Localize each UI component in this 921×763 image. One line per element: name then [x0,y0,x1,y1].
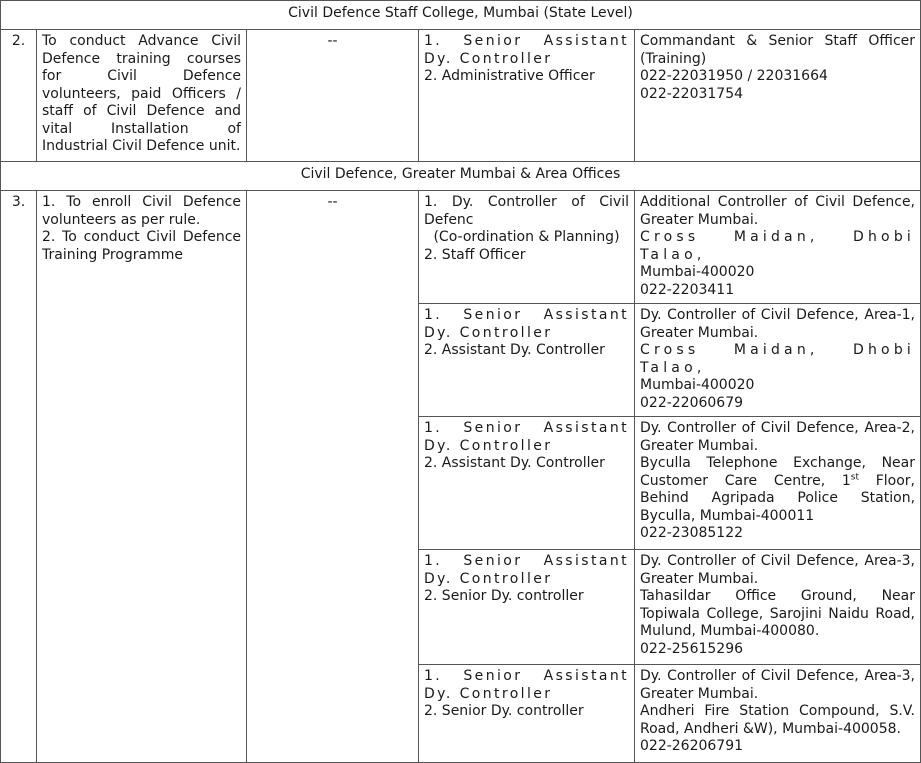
office-name: Dy. Controller of Civil Defence, Area-1, Greater Mumbai. [640,307,916,341]
phone-number: 022-25615296 [640,640,744,657]
section-header-row [1,162,921,191]
row-number: 2. [1,30,37,162]
office-address: Tahasildar Office Ground, Near Topiwala College, Sarojini Naidu Road, Mulund, Mumbai-400080. [640,588,916,639]
office-name: Additional Controller of Civil Defence, Greater Mumbai. [640,194,916,228]
officer-line: (Co-ordination & Planning) [433,229,620,245]
office-address: Cross Maidan, Dhobi Talao, [640,229,916,263]
office-name: Dy. Controller of Civil Defence, Area-3, Greater Mumbai. [640,553,916,587]
officer-line: 1. Dy. Controller of Civil Defenc [424,194,629,228]
office-address: Byculla Telephone Exchange, Near Customer Care Centre, 1st Floor, Behind Agripada Police Station, Byculla, Mumbai-400011 [640,455,916,524]
officer-line: 1. Senior Assistant Dy. Controller [424,307,629,341]
officer-line: 1. Senior Assistant Dy. Controller [424,33,629,67]
officer-line: 1. Senior Assistant Dy. Controller [424,420,629,454]
officer-line: 2. Administrative Officer [424,68,595,84]
function-line: 2. To conduct Civil Defence Training Programme [42,229,241,263]
table-row [1,191,921,304]
office-address: Andheri Fire Station Compound, S.V. Road, Andheri &W), Mumbai-400058. [640,703,916,737]
officers-cell [419,550,635,665]
officer-line: 2. Senior Dy. controller [424,588,584,604]
contact-cell [635,665,921,763]
office-name: Dy. Controller of Civil Defence, Area-2, Greater Mumbai. [640,420,916,454]
officer-line: 2. Assistant Dy. Controller [424,342,605,358]
function-cell [37,191,247,763]
phone-number: 022-22060679 [640,394,744,411]
officers-cell [419,304,635,417]
officers-cell [419,30,635,162]
officer-line: 1. Senior Assistant Dy. Controller [424,668,629,702]
officers-cell [419,191,635,304]
officer-line: 2. Assistant Dy. Controller [424,455,605,471]
dash-cell: -- [247,30,419,162]
section-title-staff-college: Civil Defence Staff College, Mumbai (State Level) [1,1,921,30]
office-pin: Mumbai-400020 [640,377,755,393]
officer-line: 1. Senior Assistant Dy. Controller [424,553,629,587]
table-row [1,30,921,162]
contact-cell [635,417,921,550]
officer-line: 2. Staff Officer [424,246,526,263]
row-number: 3. [1,191,37,763]
office-name: Dy. Controller of Civil Defence, Area-3, Greater Mumbai. [640,668,916,702]
officers-cell [419,417,635,550]
function-line: 1. To enroll Civil Defence volunteers as per rule. [42,194,241,228]
officers-cell [419,665,635,763]
phone-number: 022-23085122 [640,525,744,541]
phone-number: 022-22031950 / 22031664 [640,68,828,84]
contact-cell [635,30,921,162]
section-title-greater-mumbai: Civil Defence, Greater Mumbai & Area Offices [1,162,921,191]
phone-number: 022-2203411 [640,281,735,298]
section-header-row [1,1,921,30]
office-name: Commandant & Senior Staff Officer (Training) [640,33,916,67]
contact-cell [635,550,921,665]
phone-number: 022-26206791 [640,738,744,754]
contact-cell [635,191,921,304]
contact-cell [635,304,921,417]
office-pin: Mumbai-400020 [640,264,755,280]
office-address: Cross Maidan, Dhobi Talao, [640,342,916,376]
dash-cell: -- [247,191,419,763]
phone-number: 022-22031754 [640,85,744,102]
officer-line: 2. Senior Dy. controller [424,703,584,719]
function-cell: To conduct Advance Civil Defence training courses for Civil Defence volunteers, paid Officers / staff of Civil Defence and vital Installation of Industrial Civil Defence unit. [37,30,247,162]
